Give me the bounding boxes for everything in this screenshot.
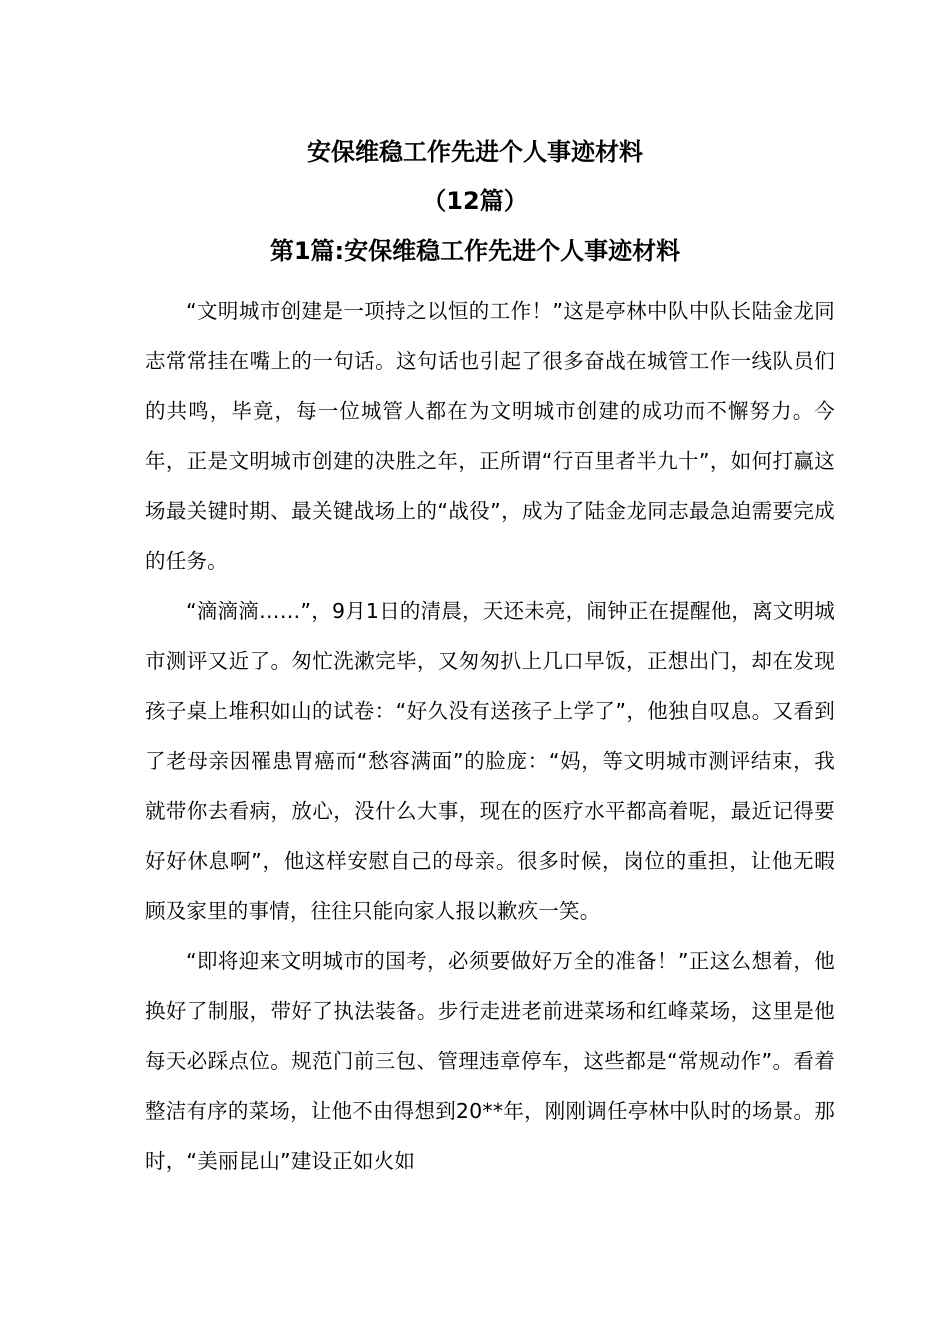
section-heading: 第1篇:安保维稳工作先进个人事迹材料 xyxy=(269,237,681,265)
paragraph-1: “文明城市创建是一项持之以恒的工作！”这是亭林中队中队长陆金龙同志常常挂在嘴上的一句话。这句话也引起了很多奋战在城管工作一线队员们的共鸣，毕竟，每一位城管人都在为文明城市创建的成功而不懈努力。今年，正是文明城市创建的决胜之年，正所谓“行百里者半九十”，如何打赢这场最关键时期、最关键战场上的“战役”，成为了陆金龙同志最急迫需要完成的任务。 xyxy=(145,299,835,573)
paragraph-2: “滴滴滴……”，9月1日的清晨，天还未亮，闹钟正在提醒他，离文明城市测评又近了。匆忙洗漱完毕，又匆匆扒上几口早饭，正想出门，却在发现孩子桌上堆积如山的试卷：“好久没有送孩子上学了”，他独自叹息。又看到了老母亲因罹患胃癌而“愁容满面”的脸庞：“妈，等文明城市测评结束，我就带你去看病，放心，没什么大事，现在的医疗水平都高着呢，最近记得要好好休息啊”，他这样安慰自己的母亲。很多时候，岗位的重担，让他无暇顾及家里的事情，往往只能向家人报以歉疚一笑。 xyxy=(145,599,835,923)
paragraph-3: “即将迎来文明城市的国考，必须要做好万全的准备！”正这么想着，他换好了制服，带好了执法装备。步行走进老前进菜场和红峰菜场，这里是他每天必踩点位。规范门前三包、管理违章停车，这些都是“常规动作”。看着整洁有序的菜场，让他不由得想到20**年，刚刚调任亭林中队时的场景。那时，“美丽昆山”建设正如火如 xyxy=(145,949,835,1173)
document-title: 安保维稳工作先进个人事迹材料 xyxy=(307,138,643,166)
document-body xyxy=(145,286,835,1186)
document-subtitle: （12篇） xyxy=(422,187,528,215)
